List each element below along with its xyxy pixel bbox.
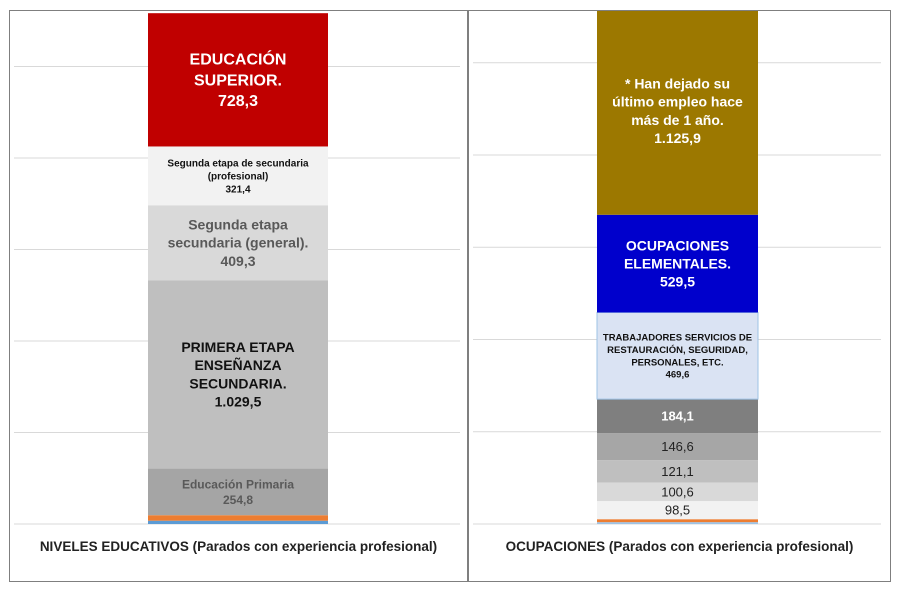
segment-label-line: * Han dejado su [624, 75, 731, 92]
segment-label-line: 409,3 [220, 252, 256, 269]
stacked-bar-chart-ocupaciones [469, 11, 890, 531]
segment-label-line: (profesional) [207, 171, 269, 183]
segment-label-line: Segunda etapa [188, 216, 288, 233]
segment-label-line: Educación Primaria [181, 477, 295, 492]
chart-title: OCUPACIONES (Parados con experiencia profesional) [505, 539, 854, 554]
chart-title: NIVELES EDUCATIVOS (Parados con experiencia profesional) [39, 539, 438, 554]
segment-label-line: PERSONALES, ETC. [631, 357, 724, 369]
segment-data-label [661, 409, 694, 424]
segment-label-line: ENSEÑANZA [194, 357, 282, 374]
segment-label-line: SECUNDARIA. [189, 375, 287, 392]
segment-label-line: 146,6 [661, 439, 694, 455]
segment-label-line: secundaria (general). [167, 234, 309, 251]
segment-label-line: 321,4 [225, 184, 251, 196]
segment-label-line: último empleo hace [612, 93, 743, 110]
segment-data-label [661, 439, 694, 454]
segment-label-line: 529,5 [659, 273, 696, 290]
segment-label-line: 469,6 [665, 369, 690, 381]
segment-data-label [665, 503, 690, 518]
bar-segment [597, 522, 758, 524]
stacked-bar-chart-niveles [10, 11, 467, 531]
bar-segment [148, 521, 328, 524]
segment-label-line: OCUPACIONES [625, 237, 730, 254]
segment-label-line: 121,1 [661, 463, 694, 479]
segment-label-line: PRIMERA ETAPA [181, 338, 295, 355]
segment-label-line: ELEMENTALES. [623, 255, 732, 272]
segment-label-line: 728,3 [217, 93, 259, 111]
segment-label-line: 98,5 [664, 502, 691, 518]
segment-label-line: RESTAURACIÓN, SEGURIDAD, [607, 344, 748, 356]
segment-label-line: EDUCACIÓN [189, 51, 287, 69]
segment-label-line: más de 1 año. [631, 111, 724, 128]
bar-segment [148, 469, 328, 516]
segment-label-line: TRABAJADORES SERVICIOS DE [602, 332, 753, 344]
segment-label-line: 184,1 [661, 408, 694, 424]
segment-data-label [661, 464, 694, 479]
segment-label-line: 1.029,5 [214, 393, 262, 410]
segment-label-line: SUPERIOR. [193, 72, 283, 90]
chart-panel-ocupaciones [468, 10, 891, 582]
segment-data-label [661, 484, 694, 499]
segment-label-line: 100,6 [661, 484, 694, 500]
segment-label-line: Segunda etapa de secundaria [167, 158, 309, 170]
chart-panel-niveles-educativos [9, 10, 468, 582]
segment-label-line: 254,8 [222, 492, 254, 507]
segment-label-line: 1.125,9 [654, 130, 701, 147]
bar-segment [597, 519, 758, 522]
bar-segment [148, 280, 328, 468]
bar-segment [148, 515, 328, 520]
